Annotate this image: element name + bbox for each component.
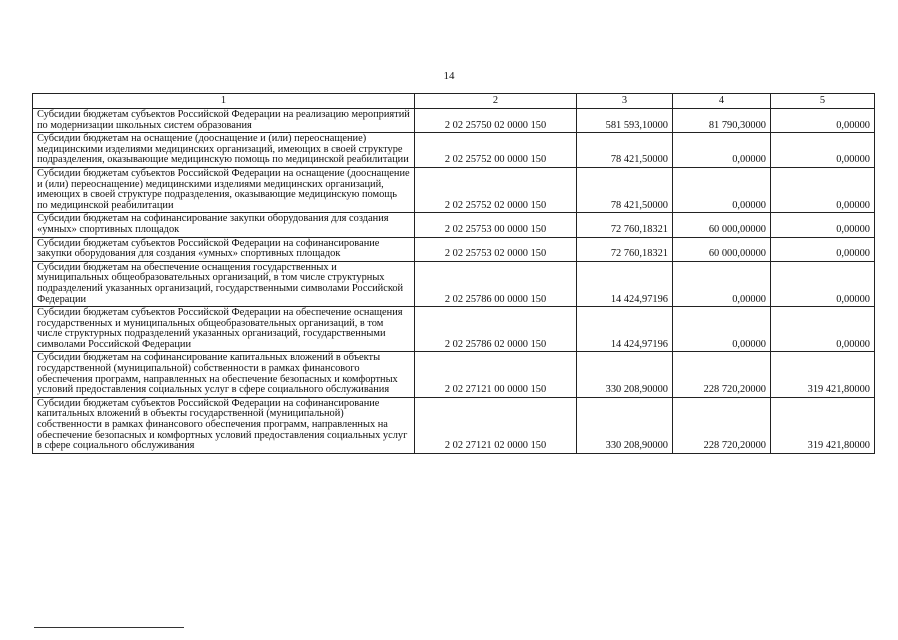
table-row bbox=[33, 167, 875, 212]
row-value-5: 0,00000 bbox=[771, 133, 875, 168]
row-description: Субсидии бюджетам субъектов Российской Федерации на реализацию мероприятий по модернизации школьных систем образования bbox=[33, 109, 415, 133]
row-code: 2 02 25753 00 0000 150 bbox=[415, 213, 577, 237]
row-description: Субсидии бюджетам субъектов Российской Федерации на обеспечение оснащения государственных и муниципальных общеобразовательных организаций, в том числе структурных подразделений указанных организаций, государственными символами Российской Федерации bbox=[33, 307, 415, 352]
row-description: Субсидии бюджетам на софинансирование закупки оборудования для создания «умных» спортивных площадок bbox=[33, 213, 415, 237]
row-value-5: 0,00000 bbox=[771, 109, 875, 133]
row-value-3: 72 760,18321 bbox=[577, 237, 673, 261]
row-description: Субсидии бюджетам субъектов Российской Федерации на софинансирование капитальных вложений в объекты государственной (муниципальной) собственности в рамках финансового обеспечения программ, направленных на обеспечение безопасных и комфортных условий предоставления социальных услуг в сфере социального обслуживания bbox=[33, 397, 415, 453]
row-value-3: 330 208,90000 bbox=[577, 397, 673, 453]
row-code: 2 02 25750 02 0000 150 bbox=[415, 109, 577, 133]
row-value-5: 0,00000 bbox=[771, 307, 875, 352]
table-row bbox=[33, 109, 875, 133]
row-value-4: 60 000,00000 bbox=[673, 237, 771, 261]
table-row bbox=[33, 261, 875, 306]
row-description: Субсидии бюджетам на оснащение (дооснащение и (или) переоснащение) медицинскими изделиями медицинских организаций, имеющих в своей структуре подразделения, оказывающие медицинскую помощь по медицинской реабилитации bbox=[33, 133, 415, 168]
row-code: 2 02 27121 02 0000 150 bbox=[415, 397, 577, 453]
row-value-5: 0,00000 bbox=[771, 167, 875, 212]
row-value-4: 0,00000 bbox=[673, 307, 771, 352]
column-header-2: 2 bbox=[415, 94, 577, 109]
row-description: Субсидии бюджетам на софинансирование капитальных вложений в объекты государственной (муниципальной) собственности в рамках финансового обеспечения программ, направленных на обеспечение безопасных и комфортных условий предоставления социальных услуг в сфере социального обслуживания bbox=[33, 352, 415, 397]
row-code: 2 02 25752 02 0000 150 bbox=[415, 167, 577, 212]
row-value-4: 0,00000 bbox=[673, 133, 771, 168]
table-row bbox=[33, 133, 875, 168]
page-number: 14 bbox=[443, 70, 455, 82]
row-value-3: 14 424,97196 bbox=[577, 307, 673, 352]
table-row bbox=[33, 397, 875, 453]
row-description: Субсидии бюджетам субъектов Российской Федерации на оснащение (дооснащение и (или) переоснащение) медицинскими изделиями медицинских организаций, имеющих в своей структуре подразделения, оказывающие медицинскую помощь по медицинской реабилитации bbox=[33, 167, 415, 212]
row-value-3: 330 208,90000 bbox=[577, 352, 673, 397]
column-header-4: 4 bbox=[673, 94, 771, 109]
row-value-3: 581 593,10000 bbox=[577, 109, 673, 133]
row-value-3: 14 424,97196 bbox=[577, 261, 673, 306]
row-code: 2 02 25786 02 0000 150 bbox=[415, 307, 577, 352]
row-code: 2 02 25786 00 0000 150 bbox=[415, 261, 577, 306]
row-value-4: 0,00000 bbox=[673, 167, 771, 212]
header-row bbox=[33, 94, 875, 109]
row-value-4: 81 790,30000 bbox=[673, 109, 771, 133]
row-code: 2 02 25753 02 0000 150 bbox=[415, 237, 577, 261]
row-value-4: 60 000,00000 bbox=[673, 213, 771, 237]
column-header-3: 3 bbox=[577, 94, 673, 109]
row-description: Субсидии бюджетам субъектов Российской Федерации на софинансирование закупки оборудования для создания «умных» спортивных площадок bbox=[33, 237, 415, 261]
footnote-divider bbox=[34, 627, 184, 628]
column-header-5: 5 bbox=[771, 94, 875, 109]
row-value-4: 0,00000 bbox=[673, 261, 771, 306]
row-value-4: 228 720,20000 bbox=[673, 397, 771, 453]
row-value-4: 228 720,20000 bbox=[673, 352, 771, 397]
row-value-5: 0,00000 bbox=[771, 237, 875, 261]
row-value-5: 319 421,80000 bbox=[771, 397, 875, 453]
table-row bbox=[33, 307, 875, 352]
row-value-3: 72 760,18321 bbox=[577, 213, 673, 237]
row-code: 2 02 25752 00 0000 150 bbox=[415, 133, 577, 168]
row-value-5: 0,00000 bbox=[771, 213, 875, 237]
row-value-3: 78 421,50000 bbox=[577, 133, 673, 168]
table-row bbox=[33, 237, 875, 261]
row-value-5: 0,00000 bbox=[771, 261, 875, 306]
row-description: Субсидии бюджетам на обеспечение оснащения государственных и муниципальных общеобразовательных организаций, в том числе структурных подразделений указанных организаций, государственными символами Российской Федерации bbox=[33, 261, 415, 306]
budget-table bbox=[32, 93, 875, 454]
table-row bbox=[33, 213, 875, 237]
table-row bbox=[33, 352, 875, 397]
row-code: 2 02 27121 00 0000 150 bbox=[415, 352, 577, 397]
column-header-1: 1 bbox=[33, 94, 415, 109]
row-value-5: 319 421,80000 bbox=[771, 352, 875, 397]
row-value-3: 78 421,50000 bbox=[577, 167, 673, 212]
